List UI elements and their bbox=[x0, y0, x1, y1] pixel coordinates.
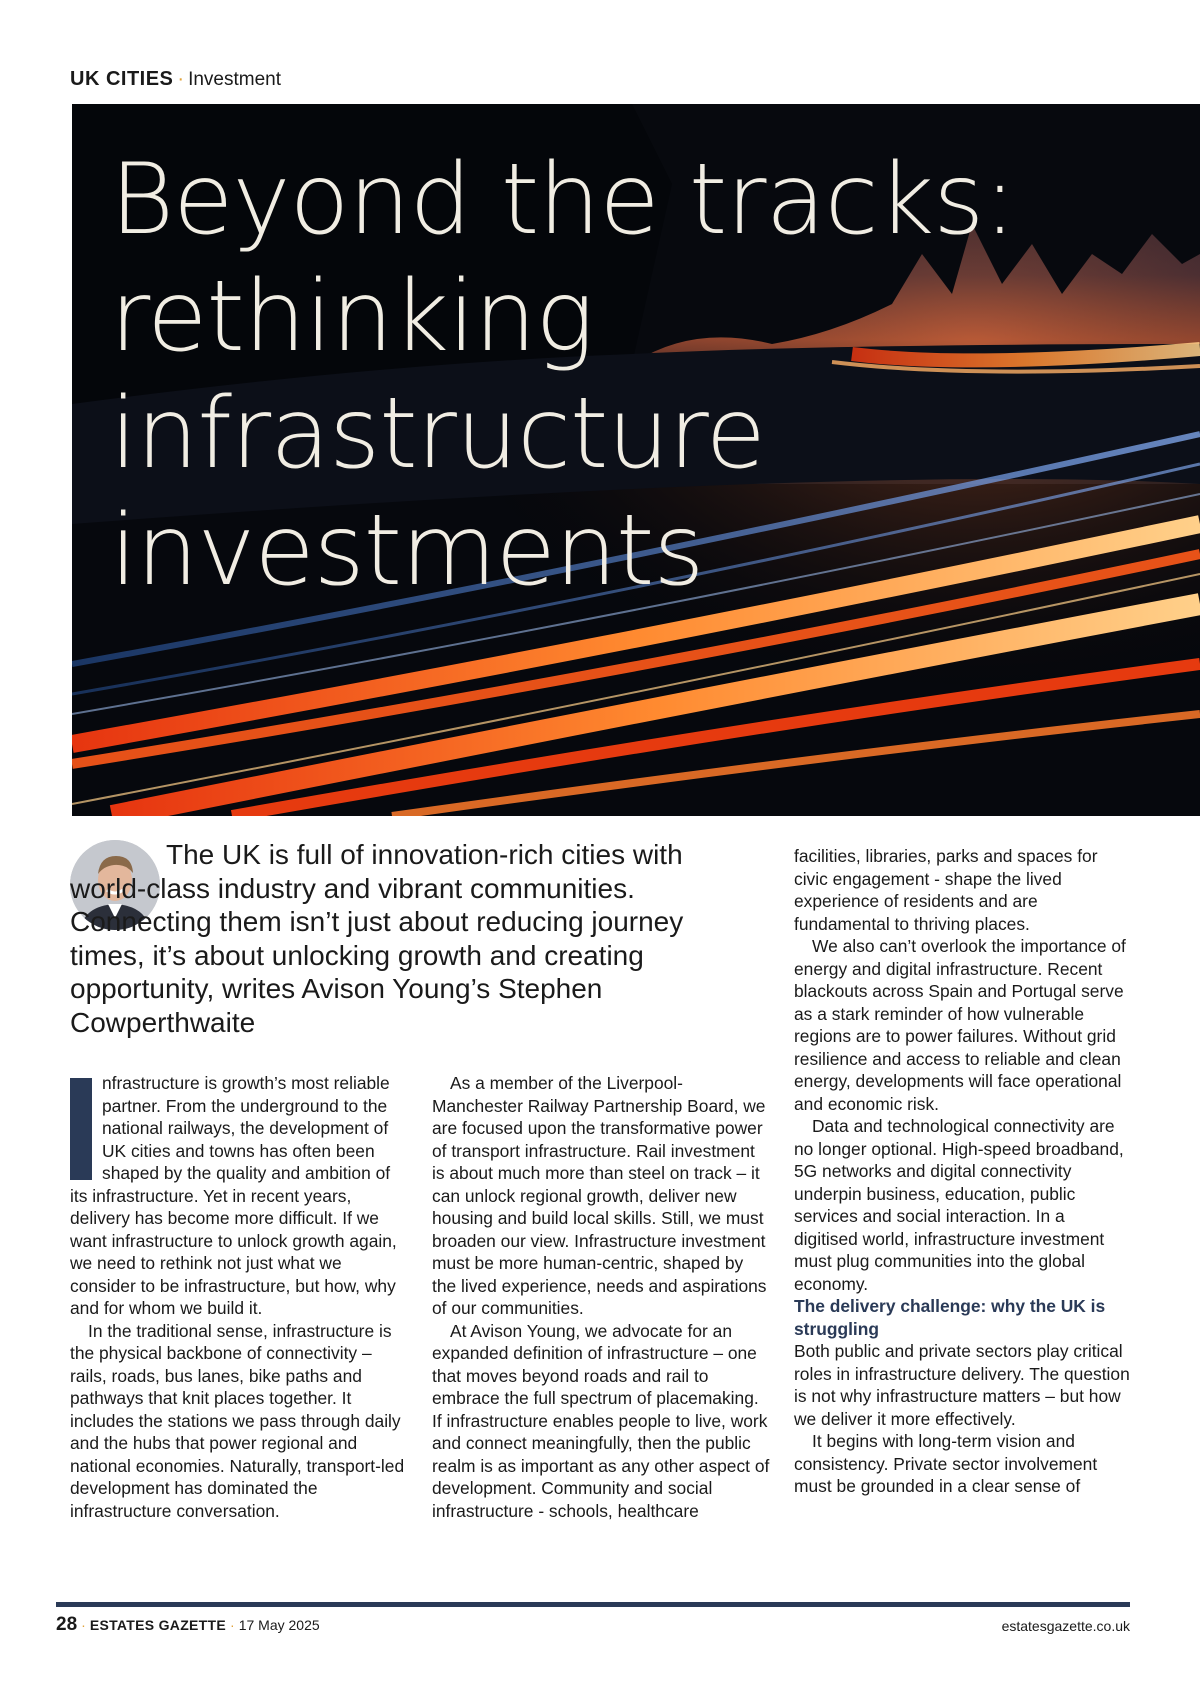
headline bbox=[110, 142, 1110, 610]
paragraph: As a member of the Liverpool-Manchester Railway Partnership Board, we are focused upon the transformative power of transport infrastructure. Rail investment is about much more than steel on track – it can unlock regional growth, deliver new housing and build local skills. Still, we must broaden our view. Infrastructure investment must be more human-centric, shaped by the lived experience, needs and aspirations of our communities. bbox=[432, 1073, 767, 1318]
article-column-3 bbox=[794, 845, 1132, 1498]
section-label: UK CITIES bbox=[70, 68, 174, 90]
paragraph: nfrastructure is growth’s most reliable partner. From the underground to the national railways, the development of UK cities and towns has often been shaped by the quality and ambition of its infrastructure. Yet in recent years, delivery has become more difficult. If we want infrastructure to unlock growth again, we need to rethink not just what we consider to be infrastructure, but how, why and for whom we build it. bbox=[70, 1073, 397, 1318]
article-column-2 bbox=[432, 1072, 770, 1522]
issue-date: 17 May 2025 bbox=[238, 1617, 320, 1633]
headline-line: rethinking bbox=[110, 260, 594, 374]
section-subheading: The delivery challenge: why the UK is struggling bbox=[794, 1296, 1106, 1339]
section-tag bbox=[70, 68, 281, 91]
paragraph: In the traditional sense, infrastructure is the physical backbone of connectivity – rails, roads, bus lanes, bike paths and pathways that knit places together. It includes the stations we pass through daily and the hubs that power regional and national economies. Naturally, transport-led development has dominated the infrastructure conversation. bbox=[70, 1320, 405, 1521]
paragraph: Both public and private sectors play critical roles in infrastructure delivery. The question is not why infrastructure matters – but how we deliver it more effectively. bbox=[794, 1341, 1130, 1429]
headline-line: Beyond the tracks: bbox=[110, 143, 1016, 257]
page-number: 28 bbox=[56, 1614, 78, 1635]
footer-folio bbox=[56, 1614, 320, 1636]
paragraph: We also can’t overlook the importance of energy and digital infrastructure. Recent blackouts across Spain and Portugal serve as a stark reminder of how vulnerable regions are to power failures. Without grid resilience and access to reliable and clean energy, developments will face operational and economic risk. bbox=[794, 936, 1126, 1114]
standfirst-text: The UK is full of innovation-rich cities with world-class industry and vibrant communities. Connecting them isn’t just about reducing journey times, it’s about unlocking growth and creating opportunity, writes Avison Young’s Stephen Cowperthwaite bbox=[70, 839, 684, 1038]
hero-image bbox=[72, 104, 1200, 816]
subsection-label: Investment bbox=[188, 69, 282, 90]
footer-rule bbox=[56, 1602, 1130, 1607]
standfirst bbox=[70, 838, 690, 1039]
paragraph: Data and technological connectivity are no longer optional. High-speed broadband, 5G networks and digital connectivity underpin business, education, public services and social interaction. In a digitised world, infrastructure investment must plug communities into the global economy. bbox=[794, 1116, 1124, 1294]
article-column-1 bbox=[70, 1072, 408, 1522]
website-url[interactable]: estatesgazette.co.uk bbox=[1001, 1618, 1130, 1634]
paragraph: facilities, libraries, parks and spaces for civic engagement - shape the lived experience of residents and are fundamental to thriving places. bbox=[794, 846, 1098, 934]
publication-name: ESTATES GAZETTE bbox=[89, 1617, 227, 1633]
headline-line: infrastructure bbox=[110, 377, 765, 491]
paragraph: It begins with long-term vision and consistency. Private sector involvement must be grounded in a clear sense of bbox=[794, 1431, 1098, 1496]
paragraph: At Avison Young, we advocate for an expanded definition of infrastructure – one that moves beyond roads and rail to embrace the full spectrum of placemaking. If infrastructure enables people to live, work and connect meaningfully, then the public realm is as important as any other aspect of development. Community and social infrastructure - schools, healthcare bbox=[432, 1320, 770, 1521]
footer-separator: · bbox=[230, 1617, 235, 1633]
drop-cap bbox=[70, 1078, 92, 1180]
portrait-spacer bbox=[70, 854, 166, 864]
footer-separator: · bbox=[81, 1617, 86, 1633]
headline-line: investments bbox=[110, 494, 704, 608]
section-separator: · bbox=[177, 68, 185, 90]
